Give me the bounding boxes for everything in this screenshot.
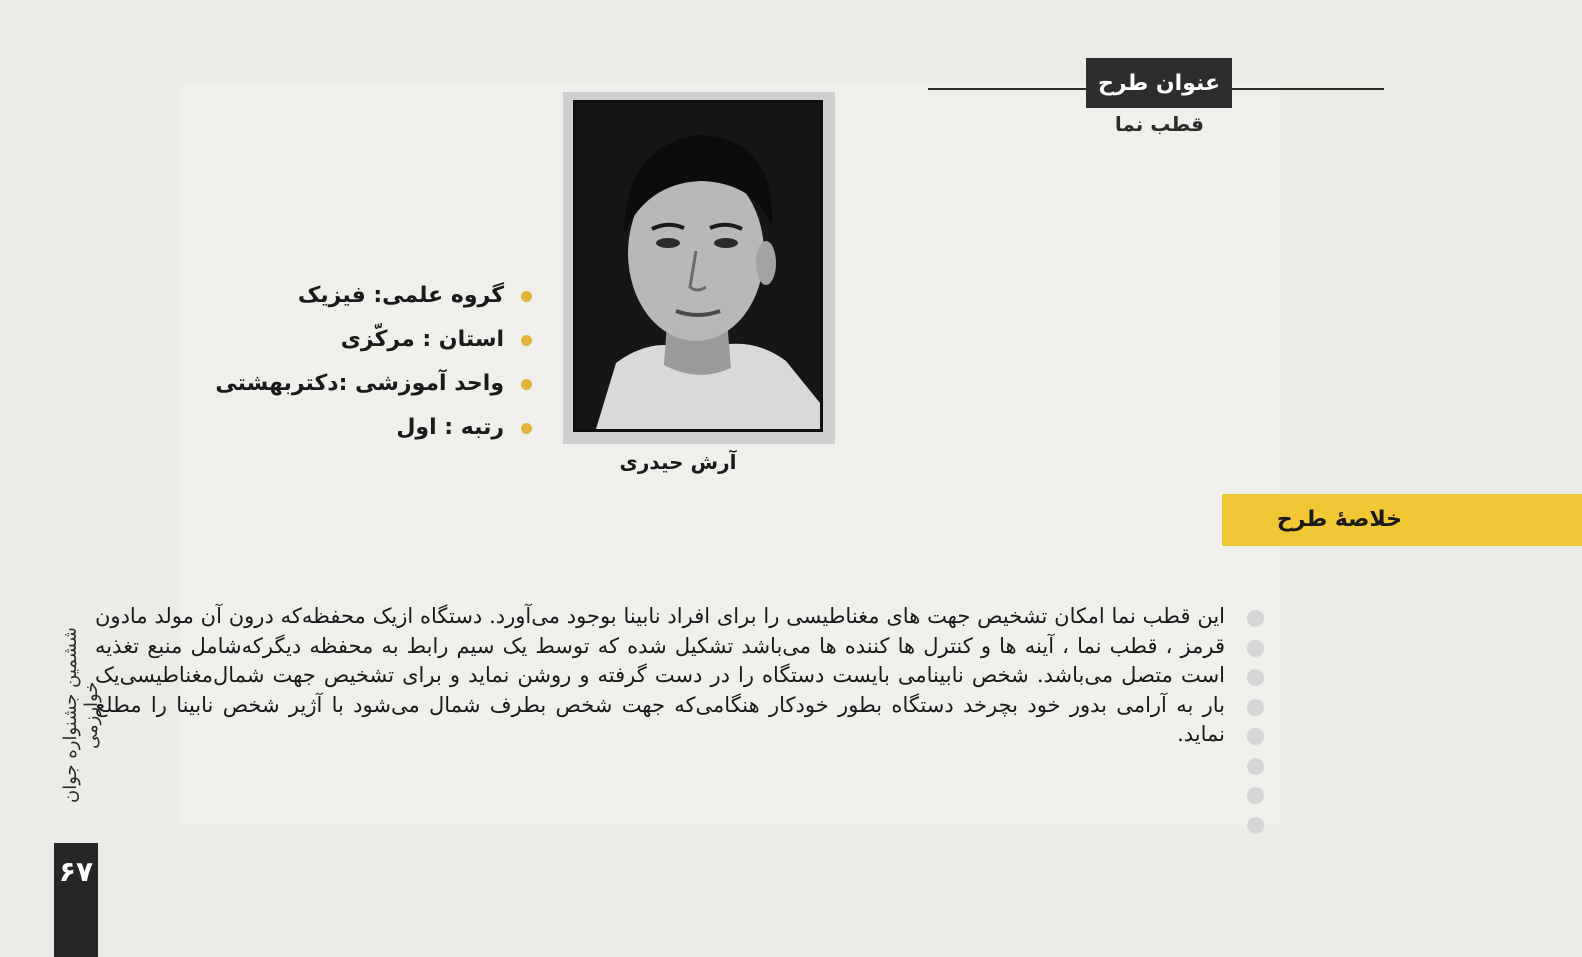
bullet-dot-icon: [521, 335, 532, 346]
page-number: ۶۷: [58, 855, 94, 888]
bullet-dot-icon: [1247, 669, 1264, 686]
info-list: [170, 274, 540, 450]
bullet-dot-icon: [1247, 610, 1264, 627]
bullet-dot-icon: [1247, 758, 1264, 775]
bullet-dot-icon: [1247, 699, 1264, 716]
info-item-text: رتبه : اول: [396, 415, 504, 440]
info-item-rank: [170, 406, 540, 450]
summary-heading: خلاصهٔ طرح: [1276, 507, 1402, 532]
section-title: عنوان طرح: [1097, 70, 1221, 96]
portrait-photo: [573, 100, 823, 432]
section-title-box: [1086, 58, 1232, 108]
info-item-province: [170, 318, 540, 362]
info-item-text: استان : مرکّزی: [340, 327, 504, 352]
bullet-dot-icon: [521, 379, 532, 390]
bullet-dot-icon: [1247, 640, 1264, 657]
bullet-dot-icon: [521, 291, 532, 302]
bullet-dot-icon: [1247, 787, 1264, 804]
bullet-dot-icon: [521, 423, 532, 434]
summary-text: این قطب نما امکان تشخیص جهت های مغناطیسی را برای افراد نابینا بوجود می‌آورد. دستگاه ازیک محفظه‌که درون آن مولد مادون قرمز ، قطب نما ، آینه ها و کنترل ها کننده ها می‌باشد تشکیل شده که توسط یک سیم رابط به محفظه دیگرکه‌شامل منبع تغذیه است متصل می‌باشد. شخص نابینامی بایست دستگاه را در دست گرفته و روشن نماید و برای تشخیص جهت شمال‌مغناطیسی‌یک بار به آرامی بدور خود بچرخد دستگاه بطور خودکار هنگامی‌که جهت شخص بطرف شمال می‌شود با آژیر شخص نابینا را مطلع نماید.: [95, 604, 1225, 746]
festival-name: ششمین جشنواره جوان خوارزمی: [60, 627, 102, 803]
project-name: قطب نما: [1114, 112, 1204, 136]
bullet-dot-icon: [1247, 728, 1264, 745]
info-item-school: [170, 362, 540, 406]
portrait-image: [576, 103, 820, 429]
summary-bullets: [1247, 610, 1267, 846]
info-item-group: [170, 274, 540, 318]
person-name: آرش حیدری: [619, 450, 737, 474]
bullet-dot-icon: [1247, 817, 1264, 834]
info-item-text: گروه علمی: فیزیک: [297, 283, 504, 308]
info-item-text: واحد آموزشی :دکتربهشتی: [215, 371, 504, 396]
